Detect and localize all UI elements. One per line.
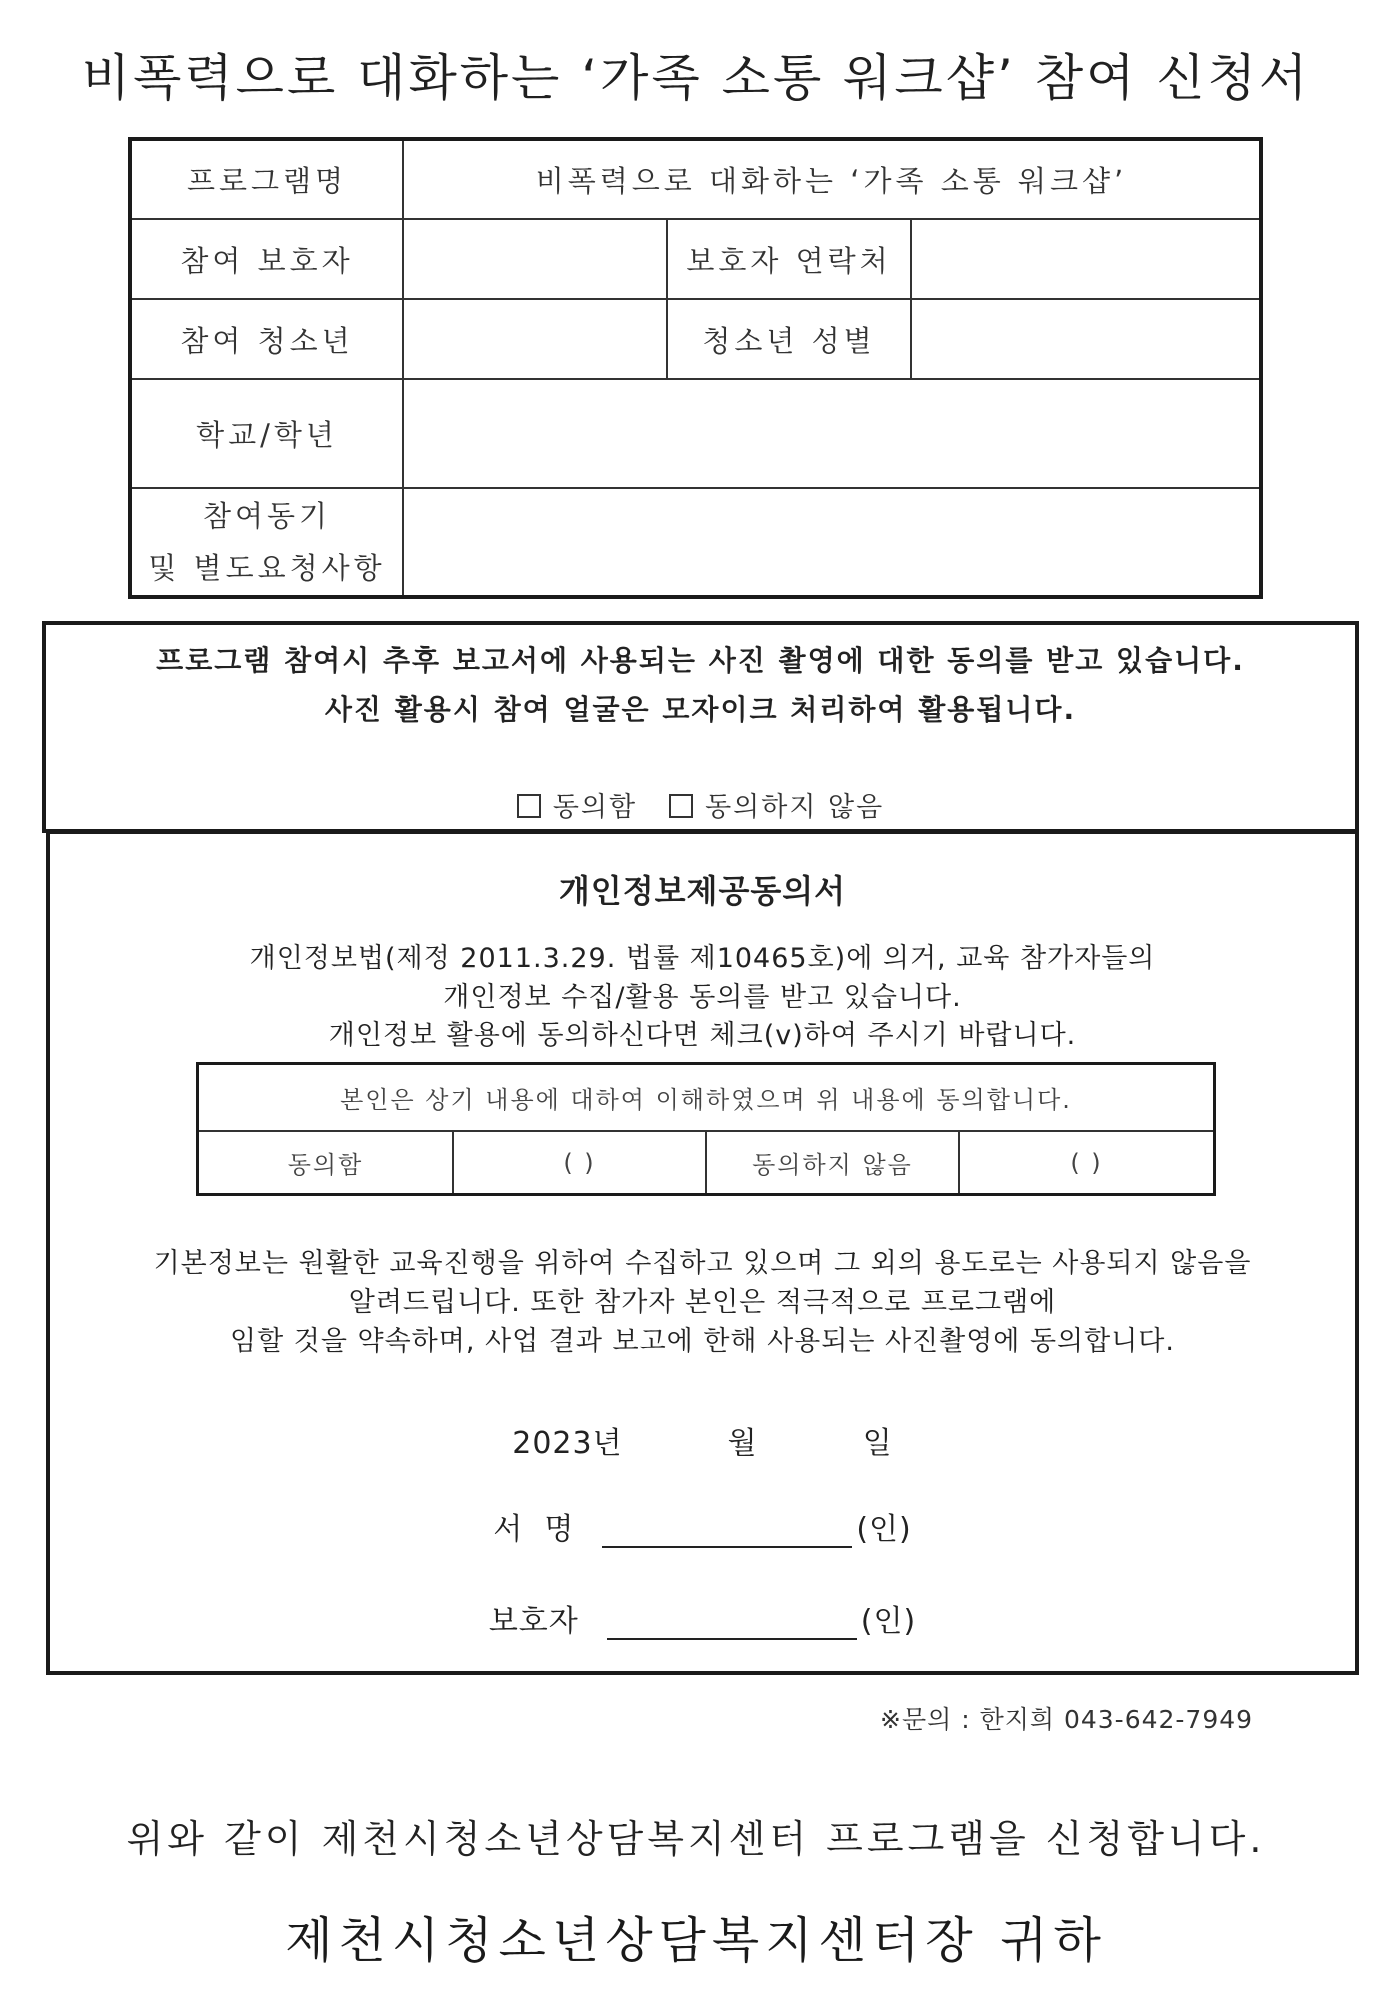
date-year[interactable]: 2023년 xyxy=(512,1426,623,1461)
guardian-signature-seal: (인) xyxy=(860,1604,917,1639)
photo-disagree-option[interactable] xyxy=(669,785,884,824)
privacy-note-2: 알려드립니다. 또한 참가자 본인은 적극적으로 프로그램에 xyxy=(348,1287,1057,1318)
page-title: 비폭력으로 대화하는 ‘가족 소통 워크샵’ 참여 신청서 xyxy=(81,49,1311,107)
privacy-line-3: 개인정보 활용에 동의하신다면 체크(v)하여 주시기 바랍니다. xyxy=(328,1020,1077,1051)
motivation-label-line1: 참여동기 xyxy=(202,499,332,533)
youth-name-field[interactable] xyxy=(404,300,666,378)
contact-info: ※문의 : 한지희 043-642-7949 xyxy=(880,1705,1254,1734)
privacy-consent-box xyxy=(46,830,1359,1675)
youth-label: 참여 청소년 xyxy=(180,323,354,358)
privacy-agree-label: 동의함 xyxy=(287,1151,364,1179)
date-row xyxy=(50,1418,1355,1462)
signature-row xyxy=(50,1504,1355,1548)
signature-field[interactable] xyxy=(602,1516,852,1548)
privacy-agree-statement: 본인은 상기 내용에 대하여 이해하였으며 위 내용에 동의합니다. xyxy=(340,1086,1072,1114)
privacy-line-1: 개인정보법(제정 2011.3.29. 법률 제10465호)에 의거, 교육 참가자들의 xyxy=(249,943,1156,974)
privacy-note-1: 기본정보는 원활한 교육진행을 위하여 수집하고 있으며 그 외의 용도로는 사용되지 않음을 xyxy=(153,1248,1252,1279)
photo-agree-option[interactable] xyxy=(517,785,637,824)
youth-gender-field[interactable] xyxy=(912,300,1259,378)
school-grade-label: 학교/학년 xyxy=(196,418,338,452)
guardian-contact-field[interactable] xyxy=(912,220,1259,298)
photo-consent-text-2: 사진 활용시 참여 얼굴은 모자이크 처리하여 활용됩니다. xyxy=(324,693,1077,726)
photo-disagree-label: 동의하지 않음 xyxy=(705,792,885,823)
guardian-signature-field[interactable] xyxy=(607,1608,857,1640)
privacy-line-2: 개인정보 수집/활용 동의를 받고 있습니다. xyxy=(443,982,962,1013)
date-month[interactable]: 월 xyxy=(727,1426,758,1461)
privacy-disagree-check[interactable]: ( ) xyxy=(1070,1148,1103,1177)
guardian-label: 참여 보호자 xyxy=(180,243,354,278)
motivation-label xyxy=(132,489,402,595)
privacy-agree-check[interactable]: ( ) xyxy=(563,1148,596,1177)
addressee: 제천시청소년상담복지센터장 귀하 xyxy=(285,1912,1107,1969)
program-name-label: 프로그램명 xyxy=(186,164,348,198)
motivation-label-line2: 및 별도요청사항 xyxy=(148,551,386,585)
privacy-note-3: 임할 것을 약속하며, 사업 결과 보고에 한해 사용되는 사진촬영에 동의합니다. xyxy=(230,1326,1175,1357)
photo-consent-text-1: 프로그램 참여시 추후 보고서에 사용되는 사진 촬영에 대한 동의를 받고 있습니다. xyxy=(156,644,1245,677)
application-form-table xyxy=(128,137,1263,599)
school-grade-field[interactable] xyxy=(404,380,1259,487)
closing-statement: 위와 같이 제천시청소년상담복지센터 프로그램을 신청합니다. xyxy=(126,1817,1266,1861)
privacy-disagree-label: 동의하지 않음 xyxy=(752,1151,913,1179)
guardian-name-field[interactable] xyxy=(404,220,666,298)
signature-label: 서 명 xyxy=(493,1512,575,1547)
program-name-value: 비폭력으로 대화하는 ‘가족 소통 워크샵’ xyxy=(535,164,1128,198)
privacy-agree-table xyxy=(196,1062,1216,1196)
signature-seal: (인) xyxy=(856,1512,912,1547)
checkbox-icon[interactable] xyxy=(669,794,693,818)
youth-gender-label: 청소년 성별 xyxy=(702,323,876,358)
motivation-field[interactable] xyxy=(404,489,1259,595)
checkbox-icon[interactable] xyxy=(517,794,541,818)
privacy-title: 개인정보제공동의서 xyxy=(558,872,847,910)
photo-consent-box xyxy=(42,621,1359,833)
guardian-contact-label: 보호자 연락처 xyxy=(686,243,892,278)
photo-agree-label: 동의함 xyxy=(552,792,638,823)
photo-consent-options xyxy=(46,785,1355,824)
date-day[interactable]: 일 xyxy=(862,1426,893,1461)
guardian-signature-label: 보호자 xyxy=(488,1604,579,1639)
guardian-signature-row xyxy=(50,1596,1355,1640)
